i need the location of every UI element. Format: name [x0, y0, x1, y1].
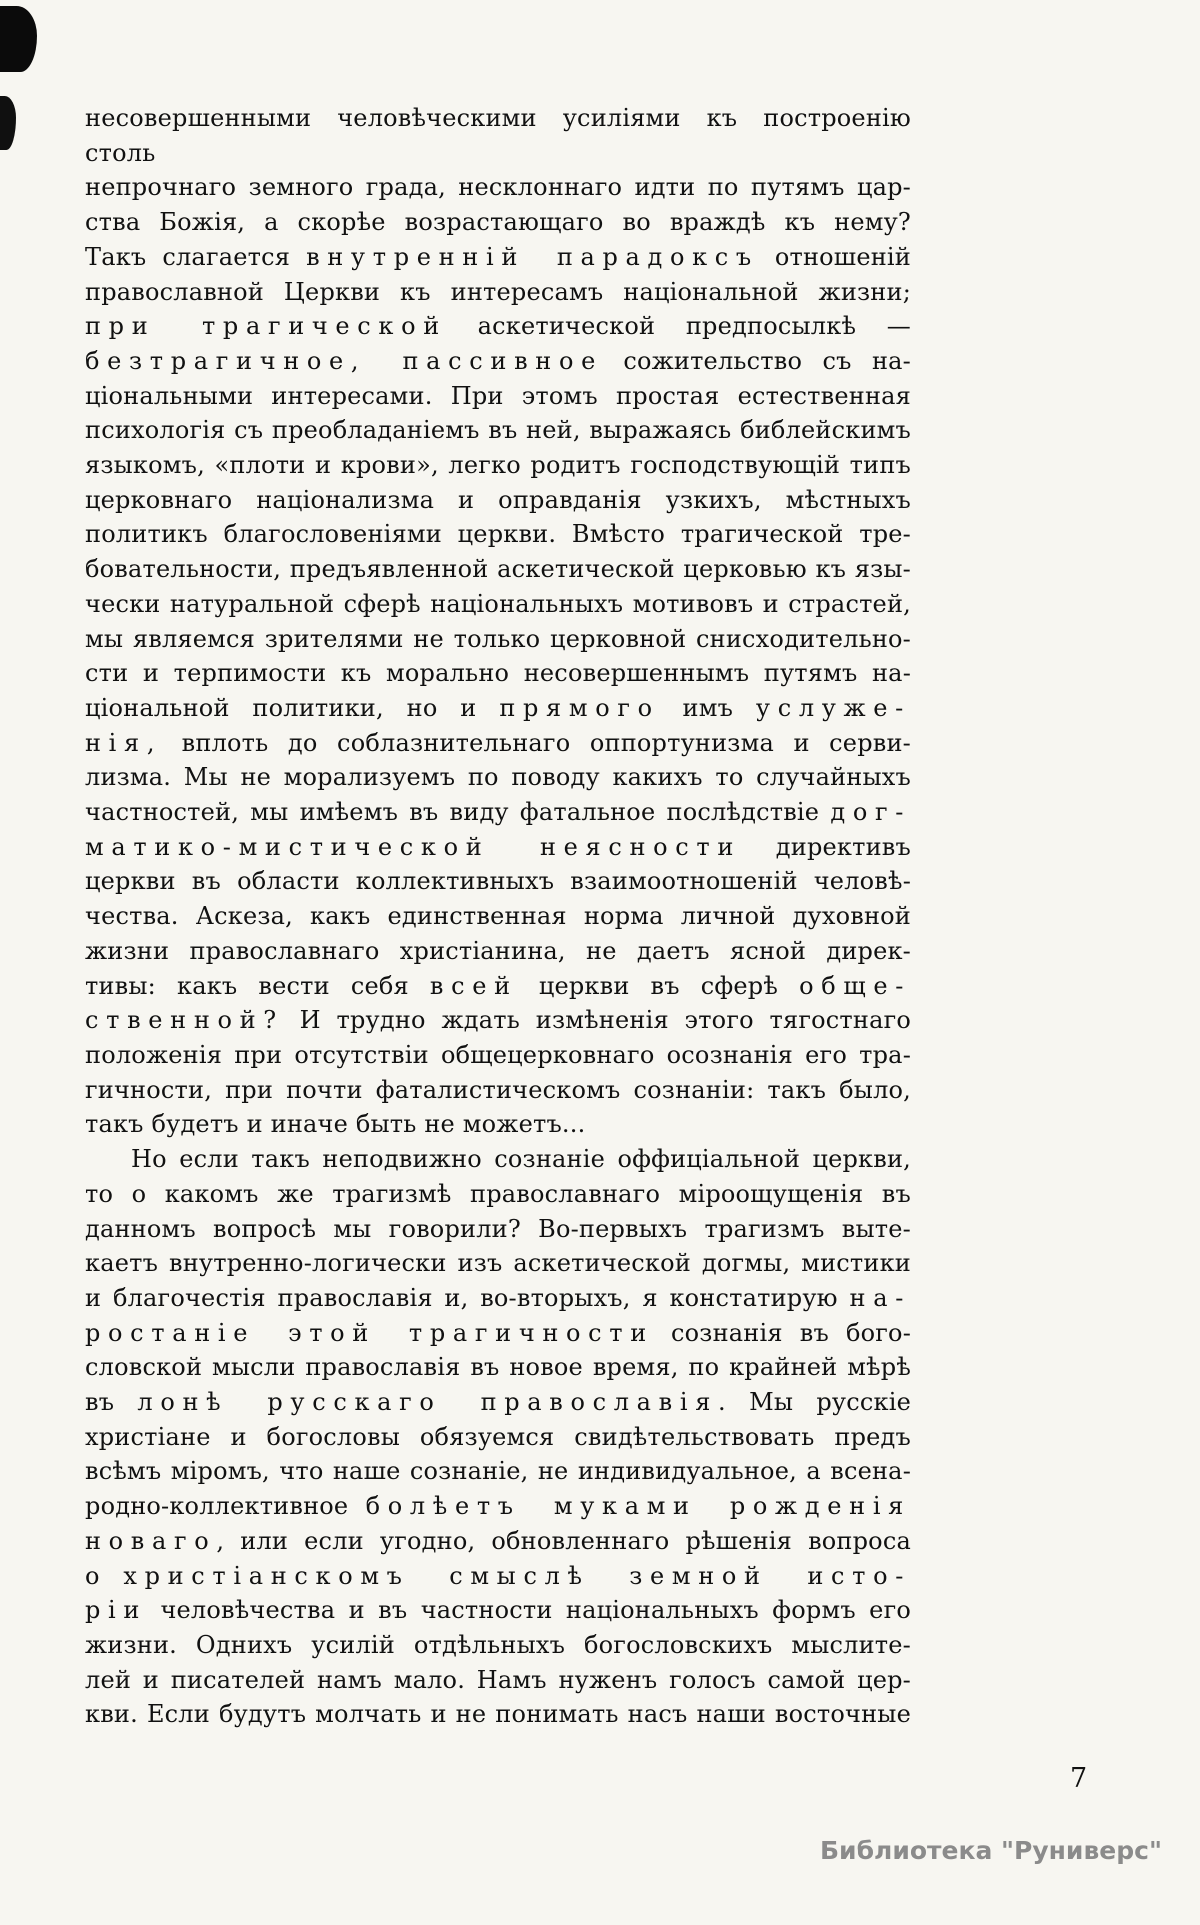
text-line: сти и терпимости къ морально несовершеннымъ путямъ на- — [85, 659, 911, 688]
page-number: 7 — [1070, 1763, 1088, 1794]
text-line: всѣмъ міромъ, что наше сознаніе, не индивидуальное, а всена- — [85, 1457, 911, 1486]
text-line: политикъ благословеніями церкви. Вмѣсто трагической тре- — [85, 520, 911, 549]
text-line: безтрагичное, пассивное сожительство съ на- — [85, 346, 911, 375]
text-line: то о какомъ же трагизмѣ православнаго міроощущенія въ — [85, 1179, 911, 1208]
text-line: ціональными интересами. При этомъ простая естественная — [85, 381, 911, 410]
text-line: нія, вплоть до соблазнительнаго оппортунизма и серви- — [85, 728, 911, 757]
text-line: лей и писателей намъ мало. Намъ нуженъ голосъ самой цер- — [85, 1665, 911, 1694]
text-line: родно-коллективное болѣетъ муками рожденія — [85, 1492, 912, 1521]
scan-artifact-bottom — [0, 96, 16, 150]
text-line: ріи человѣчества и въ частности національныхъ формъ его — [85, 1596, 911, 1625]
text-line: психологія съ преобладаніемъ въ ней, выражаясь библейскимъ — [85, 416, 911, 445]
text-line: церкви въ области коллективныхъ взаимоотношеній человѣ- — [85, 867, 911, 896]
text-line: христіане и богословы обязуемся свидѣтельствовать предъ — [85, 1422, 911, 1451]
text-line: жизни. Однихъ усилій отдѣльныхъ богословскихъ мыслите- — [85, 1630, 911, 1659]
text-line: и благочестія православія и, во-вторыхъ, я констатирую на- — [85, 1283, 911, 1312]
text-line: ственной? И трудно ждать измѣненія этого тягостнаго — [85, 1006, 911, 1035]
text-line: лизма. Мы не морализуемъ по поводу какихъ то случайныхъ — [85, 763, 911, 792]
text-line: ства Божія, а скорѣе возрастающаго во враждѣ къ нему? — [85, 208, 911, 237]
text-line: жизни православнаго христіанина, не даетъ ясной дирек- — [85, 936, 911, 965]
text-line: положенія при отсутствіи общецерковнаго осознанія его тра- — [85, 1040, 911, 1069]
text-line: тивы: какъ вести себя всей церкви въ сферѣ обще- — [85, 971, 911, 1000]
text-line: языкомъ, «плоти и крови», легко родитъ господствующій типъ — [85, 451, 911, 480]
text-line: чества. Аскеза, какъ единственная норма личной духовной — [85, 902, 911, 931]
watermark: Библиотека "Руниверс" — [820, 1836, 1162, 1865]
text-line: въ лонѣ русскаго православія. Мы русскіе — [85, 1388, 911, 1417]
text-line: бовательности, предъявленной аскетической церковью къ язы- — [85, 555, 911, 584]
text-line: непрочнаго земного града, несклоннаго идти по путямъ цар- — [85, 173, 911, 202]
text-line: чески натуральной сферѣ національныхъ мотивовъ и страстей, — [85, 589, 911, 618]
text-line: словской мысли православія въ новое время, по крайней мѣрѣ — [85, 1353, 911, 1382]
text-line: гичности, при почти фаталистическомъ сознаніи: такъ было, — [85, 1075, 911, 1104]
text-line: ростаніе этой трагичности сознанія въ бого- — [85, 1318, 911, 1347]
text-line: новаго, или если угодно, обновленнаго рѣшенія вопроса — [85, 1526, 911, 1555]
text-line: о христіанскомъ смыслѣ земной исто- — [85, 1561, 911, 1590]
text-line: несовершенными человѣческими усиліями къ построенію столь — [85, 104, 911, 167]
text-line: церковнаго націонализма и оправданія узкихъ, мѣстныхъ — [85, 485, 911, 514]
text-line: православной Церкви къ интересамъ національной жизни; — [85, 277, 911, 306]
text-line: кви. Если будутъ молчать и не понимать насъ наши восточные — [85, 1700, 911, 1729]
text-line: Такъ слагается внутренній парадоксъ отношеній — [85, 242, 911, 271]
text-line: такъ будетъ и иначе быть не можетъ... — [85, 1110, 586, 1139]
text-line: мы являемся зрителями не только церковной снисходительно- — [85, 624, 911, 653]
text-line: частностей, мы имѣемъ въ виду фатальное послѣдствіе дог- — [85, 798, 911, 827]
text-line: при трагической аскетической предпосылкѣ — — [85, 312, 911, 341]
text-line: ціональной политики, но и прямого имъ услуже- — [85, 693, 911, 722]
text-line: Но если такъ неподвижно сознаніе оффиціальной церкви, — [131, 1145, 911, 1174]
text-block — [85, 101, 911, 1732]
scan-artifact-top — [0, 6, 37, 72]
text-line: матико-мистической неясности директивъ — [85, 832, 911, 861]
text-line: каетъ внутренно-логически изъ аскетической догмы, мистики — [85, 1249, 911, 1278]
text-line: данномъ вопросѣ мы говорили? Во-первыхъ трагизмъ выте- — [85, 1214, 911, 1243]
